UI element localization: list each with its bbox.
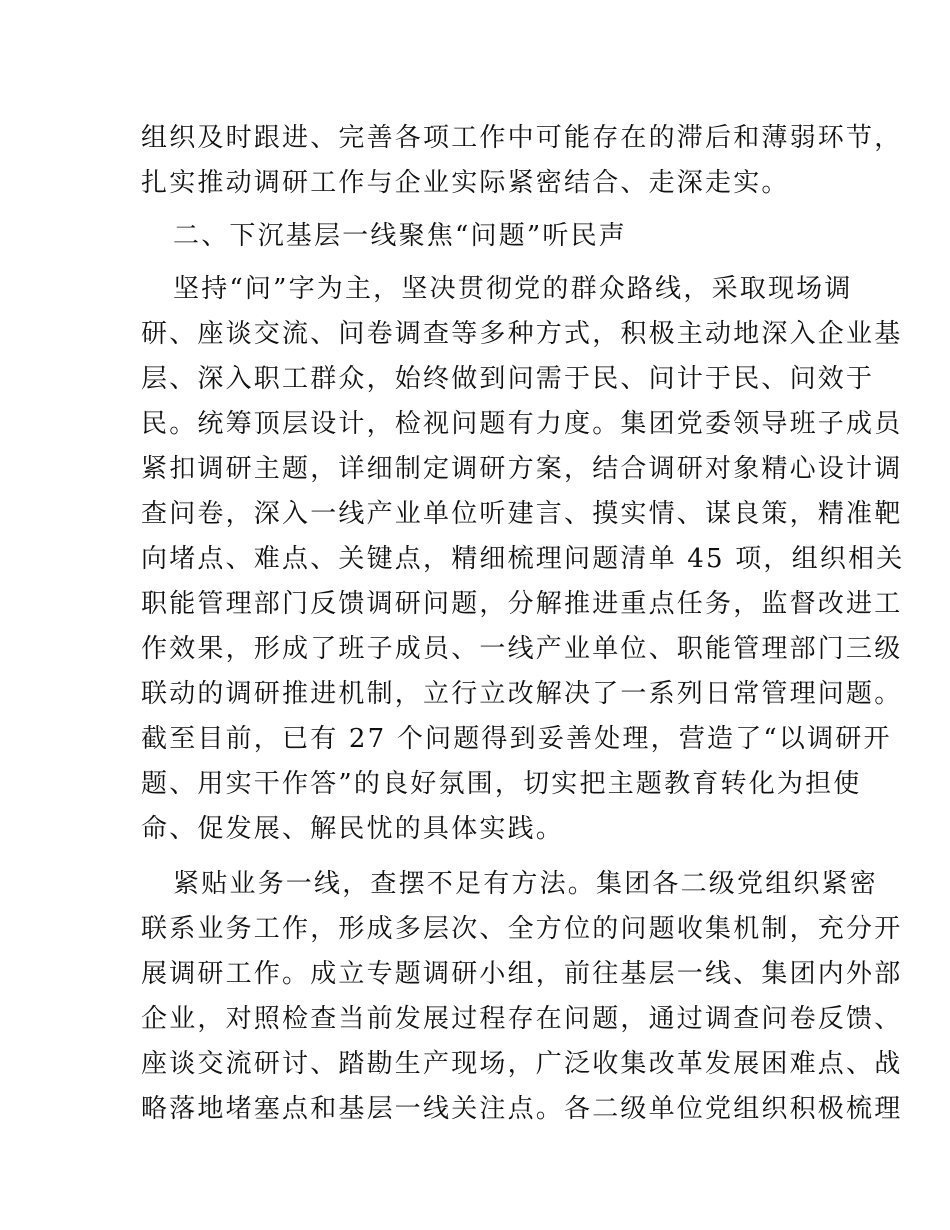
text-line: 作效果，形成了班子成员、一线产业单位、职能管理部门三级 xyxy=(141,634,903,664)
text-line: 联动的调研推进机制，立行立改解决了一系列日常管理问题。 xyxy=(141,679,903,709)
text-line: 向堵点、难点、关键点，精细梳理问题清单 45 项，组织相关 xyxy=(141,544,905,574)
paragraph-first-line: 坚持“问”字为主，坚决贯彻党的群众路线，采取现场调 xyxy=(173,274,853,304)
text-line: 企业，对照检查当前发展过程存在问题，通过调查问卷反馈、 xyxy=(141,1004,903,1034)
paragraph-first-line: 紧贴业务一线，查摆不足有方法。集团各二级党组织紧密 xyxy=(173,869,879,899)
text-line: 组织及时跟进、完善各项工作中可能存在的滞后和薄弱环节， xyxy=(141,123,903,153)
text-line: 题、用实干作答”的良好氛围，切实把主题教育转化为担使 xyxy=(141,769,862,799)
text-line: 联系业务工作，形成多层次、全方位的问题收集机制，充分开 xyxy=(141,914,903,944)
section-heading: 二、下沉基层一线聚焦“问题”听民声 xyxy=(173,221,627,251)
text-line: 紧扣调研主题，详细制定调研方案，结合调研对象精心设计调 xyxy=(141,454,903,484)
text-line: 扎实推动调研工作与企业实际紧密结合、走深走实。 xyxy=(141,168,790,198)
text-line: 研、座谈交流、问卷调查等多种方式，积极主动地深入企业基 xyxy=(141,319,903,349)
text-line: 民。统筹顶层设计，检视问题有力度。集团党委领导班子成员 xyxy=(141,409,903,439)
text-line: 座谈交流研讨、踏勘生产现场，广泛收集改革发展困难点、战 xyxy=(141,1049,903,1079)
text-line: 展调研工作。成立专题调研小组，前往基层一线、集团内外部 xyxy=(141,959,903,989)
text-line: 命、促发展、解民忧的具体实践。 xyxy=(141,814,565,844)
text-line: 略落地堵塞点和基层一线关注点。各二级单位党组织积极梳理 xyxy=(141,1094,903,1124)
text-line: 层、深入职工群众，始终做到问需于民、问计于民、问效于 xyxy=(141,364,875,394)
text-line: 截至目前，已有 27 个问题得到妥善处理，营造了“以调研开 xyxy=(141,724,892,754)
text-line: 职能管理部门反馈调研问题，分解推进重点任务，监督改进工 xyxy=(141,589,903,619)
text-line: 查问卷，深入一线产业单位听建言、摸实情、谋良策，精准靶 xyxy=(141,499,903,529)
